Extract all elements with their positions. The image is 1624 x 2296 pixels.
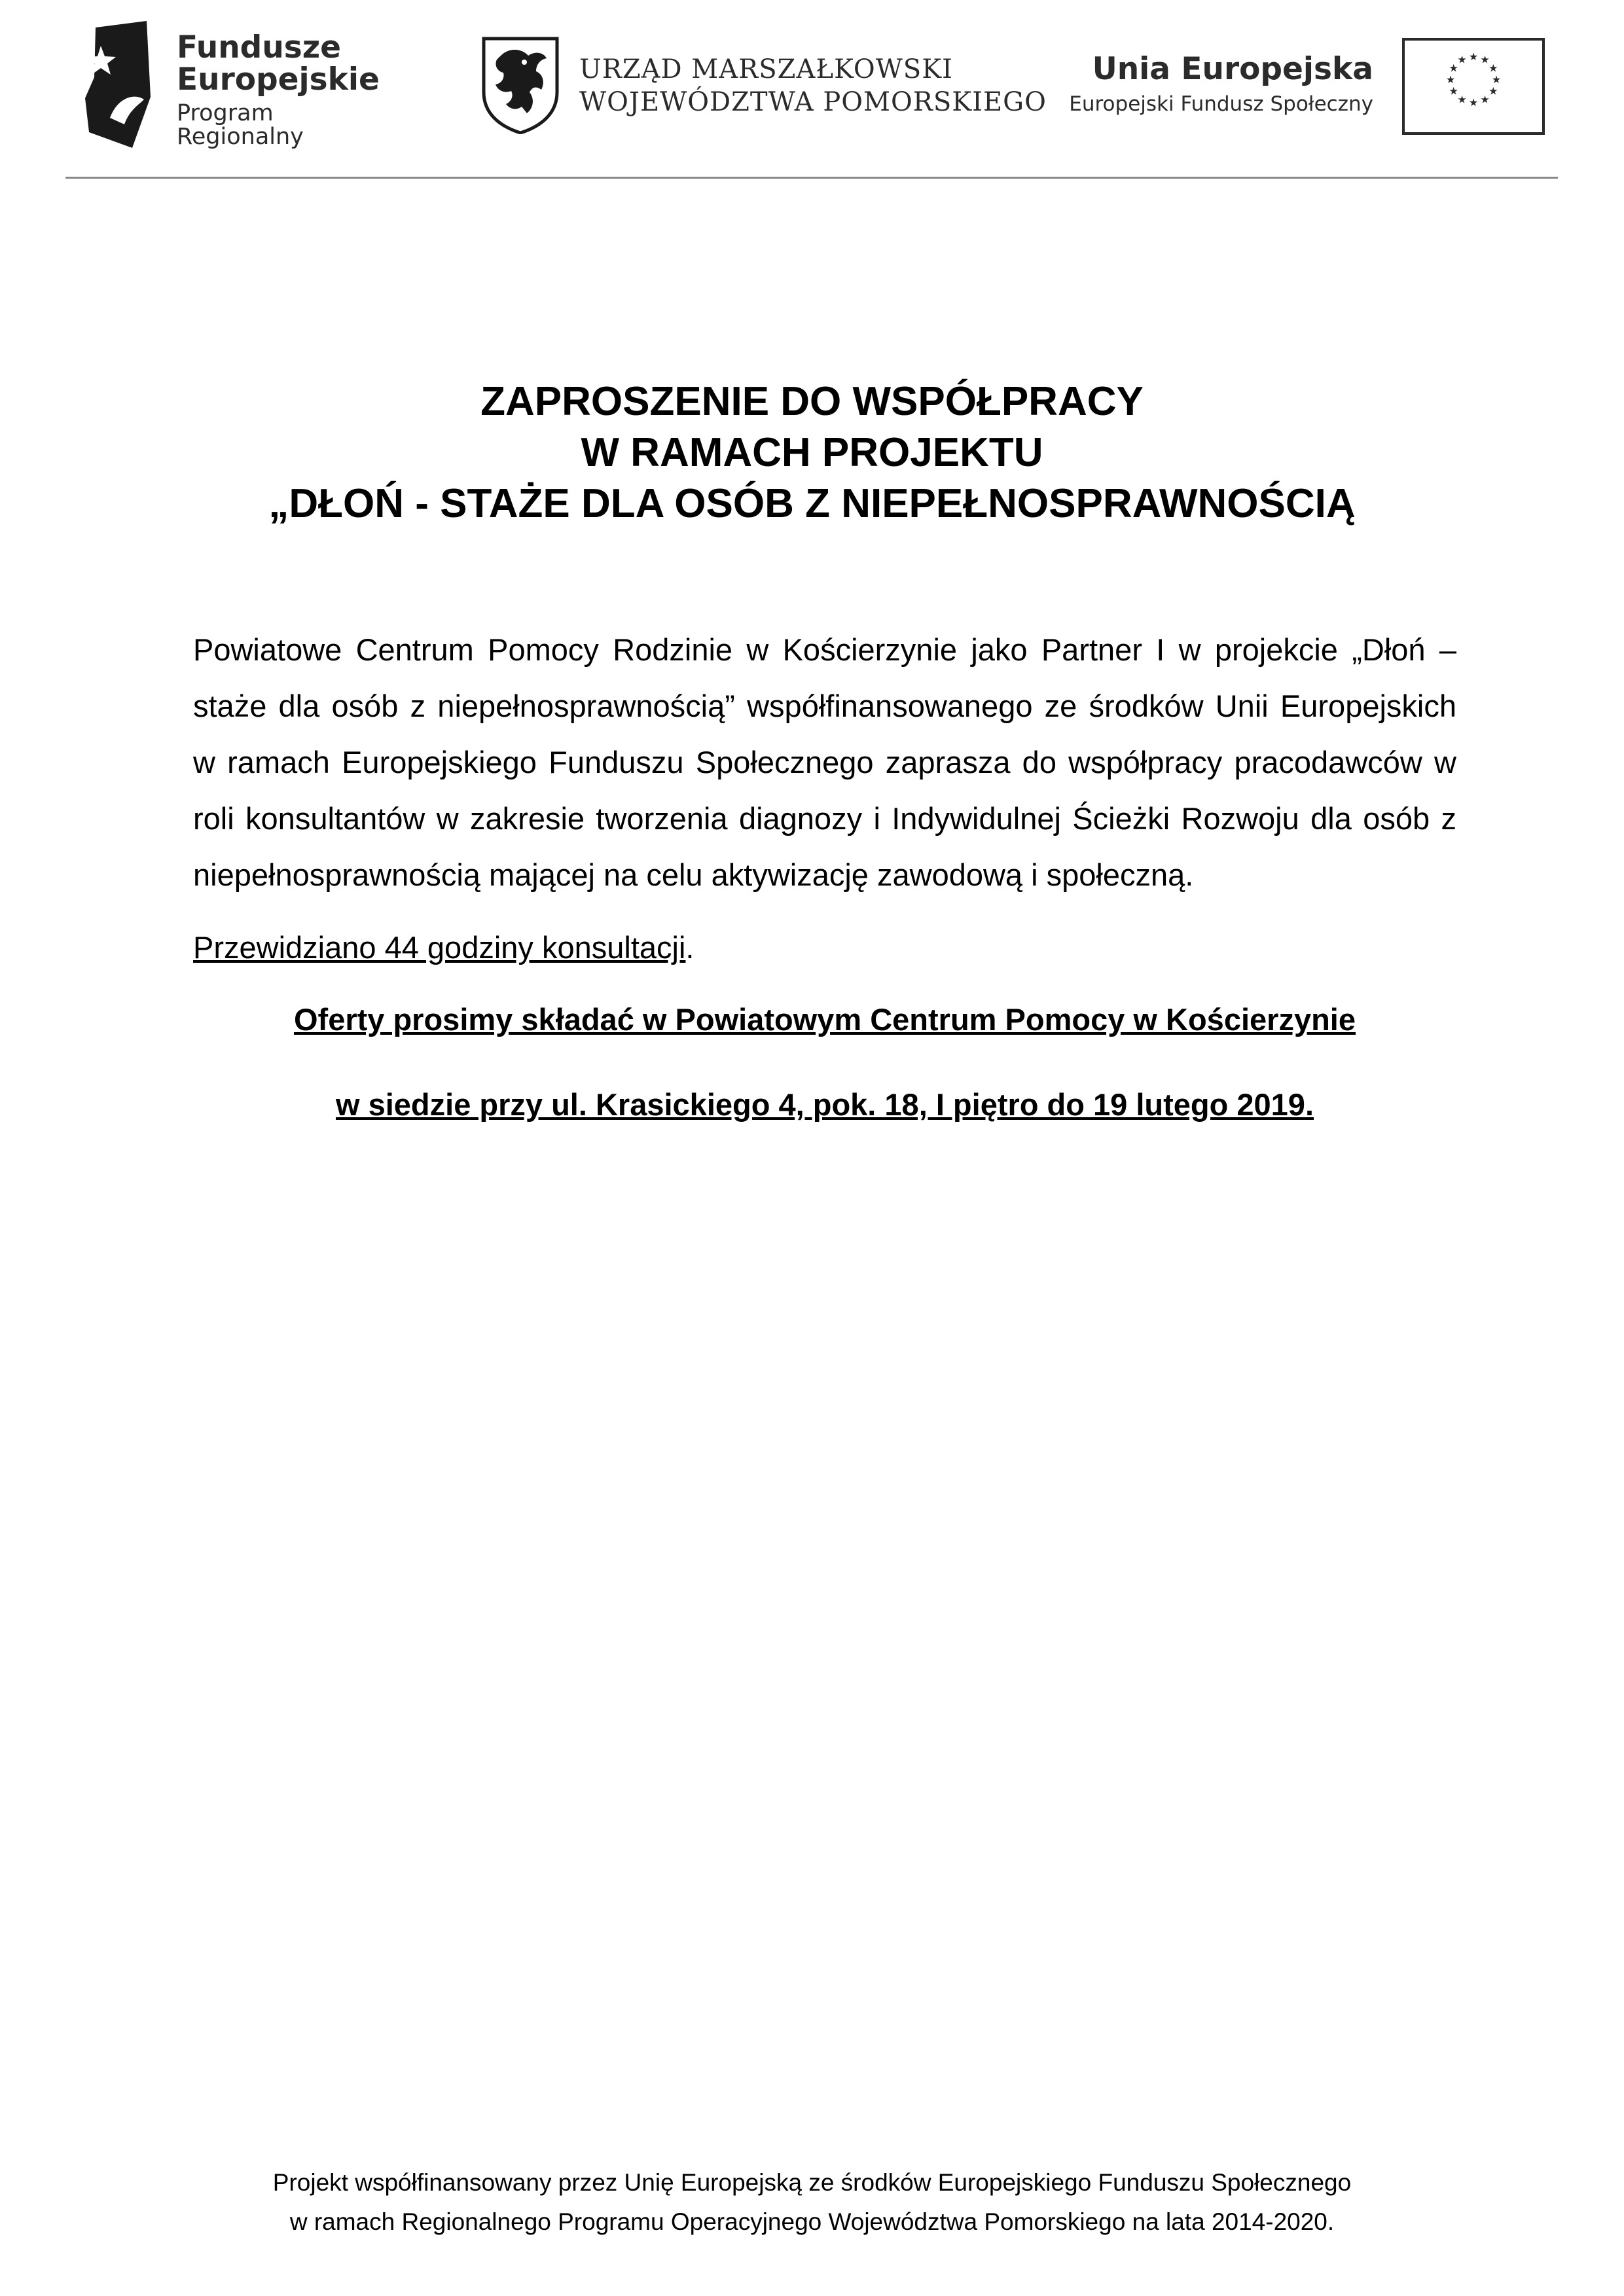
svg-text:★: ★ [1457,93,1467,106]
unia-europejska-logo [1069,38,1545,136]
logo-ue-line2: Europejski Fundusz Społeczny [1069,92,1373,116]
eu-flag-icon [1402,38,1545,135]
footer-line2: w ramach Regionalnego Programu Operacyjnego Województwa Pomorskiego na lata 2014-2020. [289,2208,1335,2235]
svg-text:★: ★ [1489,62,1498,75]
svg-text:★: ★ [1491,73,1502,86]
svg-text:★: ★ [1480,53,1490,66]
svg-text:★: ★ [1468,96,1479,109]
page-header [0,0,1624,178]
consultation-hours-text: Przewidziano 44 godziny konsultacji [193,930,686,965]
consultation-hours-period: . [685,930,695,965]
svg-text:★: ★ [1489,84,1498,98]
unia-europejska-wordmark [1069,51,1373,116]
header-divider [65,177,1558,179]
svg-text:★: ★ [1449,62,1458,75]
urzad-marszalkowski-wordmark [579,53,1047,118]
logo-um-line1: URZĄD MARSZAŁKOWSKI [579,54,953,84]
logo-ue-line1: Unia Europejska [1092,51,1373,87]
offer-instructions-line1: Oferty prosimy składać w Powiatowym Centrum Pomocy w Kościerzynie [293,1002,1356,1037]
urzad-marszalkowski-logo [481,36,1047,134]
logo-fe-line2: Europejskie [177,62,380,98]
title-line1: ZAPROSZENIE DO WSPÓŁPRACY [480,379,1144,424]
document-title [0,376,1624,529]
svg-text:★: ★ [1457,53,1467,66]
svg-text:★: ★ [1480,93,1490,106]
griffin-shield-icon [481,36,560,134]
fundusze-europejskie-wordmark [177,31,398,149]
title-line2: W RAMACH PROJEKTU [581,430,1043,475]
logo-fe-line3: Program Regionalny [177,99,304,151]
main-paragraph: Powiatowe Centrum Pomocy Rodzinie w Kościerzynie jako Partner I w projekcie „Dłoń – staże dla osób z niepełnosprawnością” współfinansowanego ze środków Unii Europejskich w ramach Europejskiego Funduszu Społecznego zaprasza do współpracy pracodawców w roli konsultantów w zakresie tworzenia diagnozy i Indywidulnej Ścieżki Rozwoju dla osób z niepełnosprawnością mającej na celu aktywizację zawodową i społeczną. [193,632,1456,892]
title-line3: „DŁOŃ - STAŻE DLA OSÓB Z NIEPEŁNOSPRAWNOŚCIĄ [268,481,1356,526]
page-footer [0,2163,1624,2242]
consultation-hours-note [193,928,1456,967]
svg-text:★: ★ [1445,73,1456,86]
offer-instructions-line2: w siedzie przy ul. Krasickiego 4, pok. 18, I piętro do 19 lutego 2019. [335,1087,1314,1122]
document-body [193,622,1456,1124]
fundusze-europejskie-logo [84,17,398,151]
logo-um-line2: WOJEWÓDZTWA POMORSKIEGO [579,87,1047,117]
svg-text:★: ★ [1449,84,1458,98]
fundusze-europejskie-emblem-icon [84,20,156,148]
svg-text:★: ★ [1468,50,1479,63]
logo-fe-line1: Fundusze [177,29,341,65]
footer-line1: Projekt współfinansowany przez Unię Europejską ze środków Europejskiego Funduszu Społecznego [272,2169,1352,2196]
